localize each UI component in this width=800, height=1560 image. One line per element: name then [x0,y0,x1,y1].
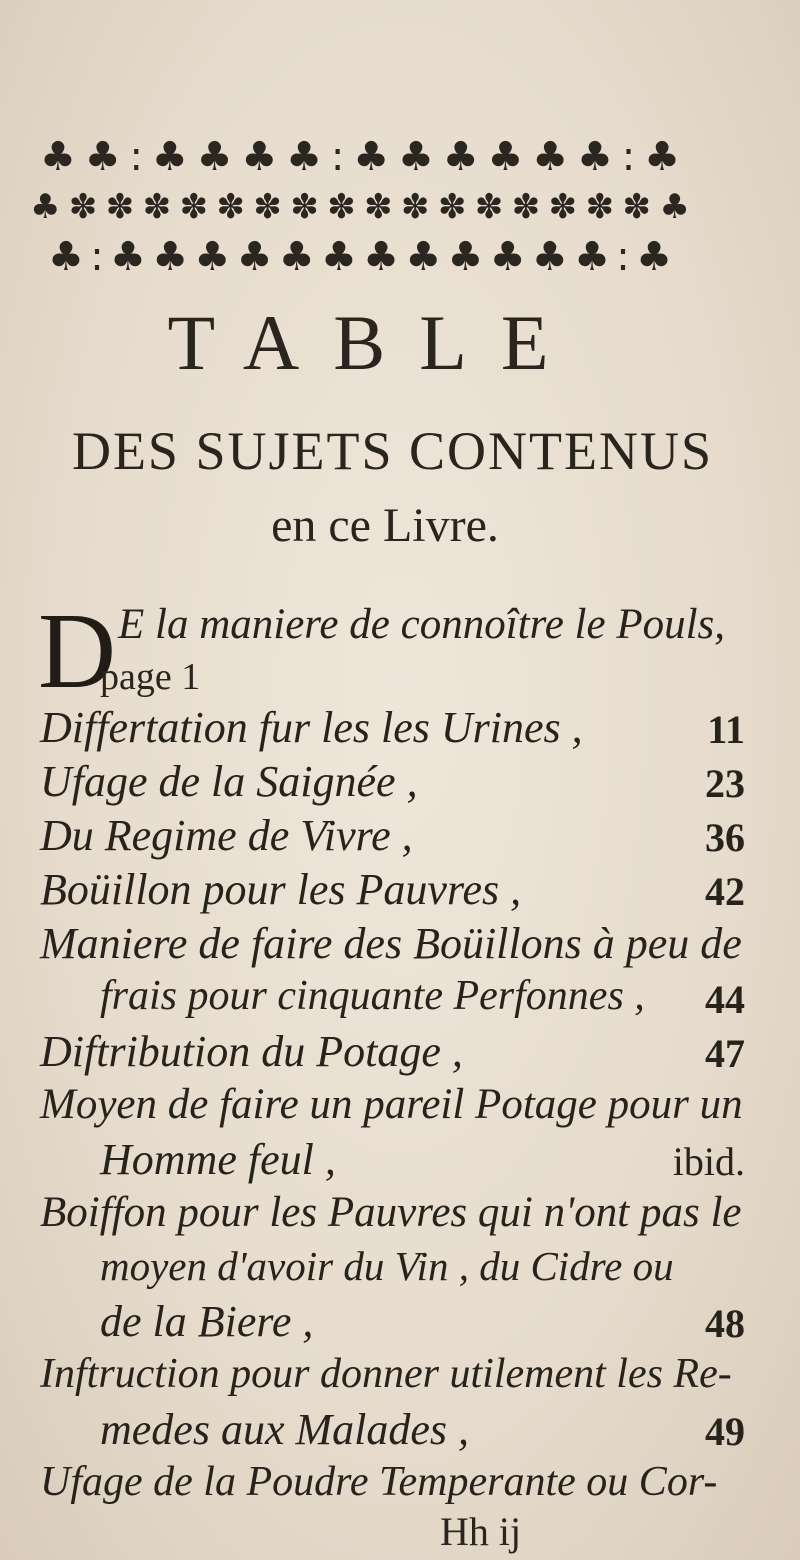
toc-entry-text: page 1 [100,656,201,698]
fleuron-glyph: ♣ [447,234,484,280]
fleuron-glyph: ✽ [142,187,172,227]
fleuron-glyph: : [330,134,345,180]
toc-entry-text: Ufage de la Poudre Temperante ou Cor- [40,1459,718,1505]
signature-mark: Hh ij [440,1509,522,1554]
fleuron-glyph: ✽ [622,187,651,227]
fleuron-glyph: ♣ [278,234,315,280]
fleuron-glyph: ✽ [216,187,246,227]
fleuron-glyph: ✽ [437,187,467,227]
toc-entry-text: Ufage de la Saignée , [40,757,418,806]
fleuron-glyph: : [616,234,630,280]
fleuron-glyph: ♣ [405,234,442,280]
fleuron-glyph: ✽ [327,187,356,227]
toc-entry-page: 11 [707,707,745,752]
fleuron-glyph: ♣ [487,134,524,180]
fleuron-ornament-band [30,135,690,285]
toc-entry-page: 48 [705,1301,745,1346]
toc-entry-text: Diftribution du Potage , [40,1027,463,1076]
fleuron-glyph: ✽ [290,187,319,227]
fleuron-glyph: ♣ [151,134,188,180]
toc-entry-text: medes aux Malades , [100,1405,470,1454]
fleuron-glyph: ♣ [442,134,479,180]
fleuron-glyph: ✽ [548,187,578,227]
fleuron-glyph: ♣ [531,234,568,280]
fleuron-glyph: ♣ [286,134,322,180]
toc-entry-text: Differtation fur les les Urines , [40,703,583,752]
fleuron-glyph: ♣ [577,134,613,180]
toc-entry-text: Boiffon pour les Pauvres qui n'ont pas le [40,1189,742,1236]
page-title: TABLE [167,299,583,386]
fleuron-glyph: ✽ [474,187,504,227]
toc-entry-page: 47 [705,1031,745,1076]
toc-entry-text: frais pour cinquante Perfonnes , [100,973,645,1019]
toc-entry-text: Boüillon pour les Pauvres , [40,865,522,914]
fleuron-glyph: ♣ [84,134,121,180]
toc-entry-text: Maniere de faire des Boüillons à peu de [40,919,742,968]
fleuron-glyph: ✽ [585,187,615,227]
drop-cap-letter: D [38,592,116,711]
fleuron-glyph: ♣ [236,234,273,280]
ornament-row-bottom [30,235,690,279]
ornament-row-top [30,135,690,179]
toc-entry-text: Inftruction pour donner utilement les Re- [40,1351,732,1397]
fleuron-glyph: ♣ [110,234,146,280]
fleuron-glyph: ♣ [152,234,189,280]
toc-entry-text: moyen d'avoir du Vin , du Cidre ou [100,1243,674,1289]
fleuron-glyph: ♣ [489,234,526,280]
fleuron-glyph: ✽ [105,187,135,227]
fleuron-glyph: ♣ [40,134,76,180]
fleuron-glyph: ♣ [636,234,672,280]
toc-entry-text: de la Biere , [100,1297,314,1346]
fleuron-glyph: ✽ [68,187,98,227]
toc-entry-page: 36 [705,815,745,860]
fleuron-glyph: ♣ [363,234,399,280]
fleuron-glyph: ✽ [364,187,393,227]
fleuron-glyph: ♣ [196,134,233,180]
fleuron-glyph: ♣ [532,134,569,180]
fleuron-glyph: ♣ [241,134,278,180]
fleuron-glyph: ♣ [320,234,357,280]
toc-entry-text: E la maniere de connoître le Pouls, [118,601,726,648]
toc-entry-text: Du Regime de Vivre , [40,811,413,860]
ornament-row-middle [30,185,690,229]
fleuron-glyph: ✽ [253,187,282,227]
fleuron-glyph: ♣ [194,234,231,280]
fleuron-glyph: ✽ [179,187,209,227]
fleuron-glyph: ♣ [30,187,61,227]
fleuron-glyph: ✽ [511,187,541,227]
fleuron-glyph: ♣ [398,134,434,180]
fleuron-glyph: : [129,134,143,180]
fleuron-glyph: ♣ [353,134,390,180]
fleuron-glyph: : [621,134,636,180]
toc-entry-page: ibid. [672,1139,745,1184]
fleuron-glyph: ♣ [644,134,680,180]
fleuron-glyph: ♣ [574,234,610,280]
fleuron-glyph: ✽ [401,187,430,227]
toc-entry-text: Moyen de faire un pareil Potage pour un [40,1081,743,1128]
toc-entry-text: Homme feul , [100,1135,336,1184]
page-subtitle-line-2: en ce Livre. [271,499,499,552]
fleuron-glyph: ♣ [48,234,84,280]
fleuron-glyph: : [90,234,104,280]
page-subtitle: DES SUJETS CONTENUS [71,421,714,481]
toc-entry-page: 49 [705,1409,745,1454]
toc-entry-page: 44 [705,977,745,1022]
toc-entry-page: 42 [705,869,745,914]
fleuron-glyph: ♣ [659,187,690,227]
toc-entry-page: 23 [705,761,745,806]
